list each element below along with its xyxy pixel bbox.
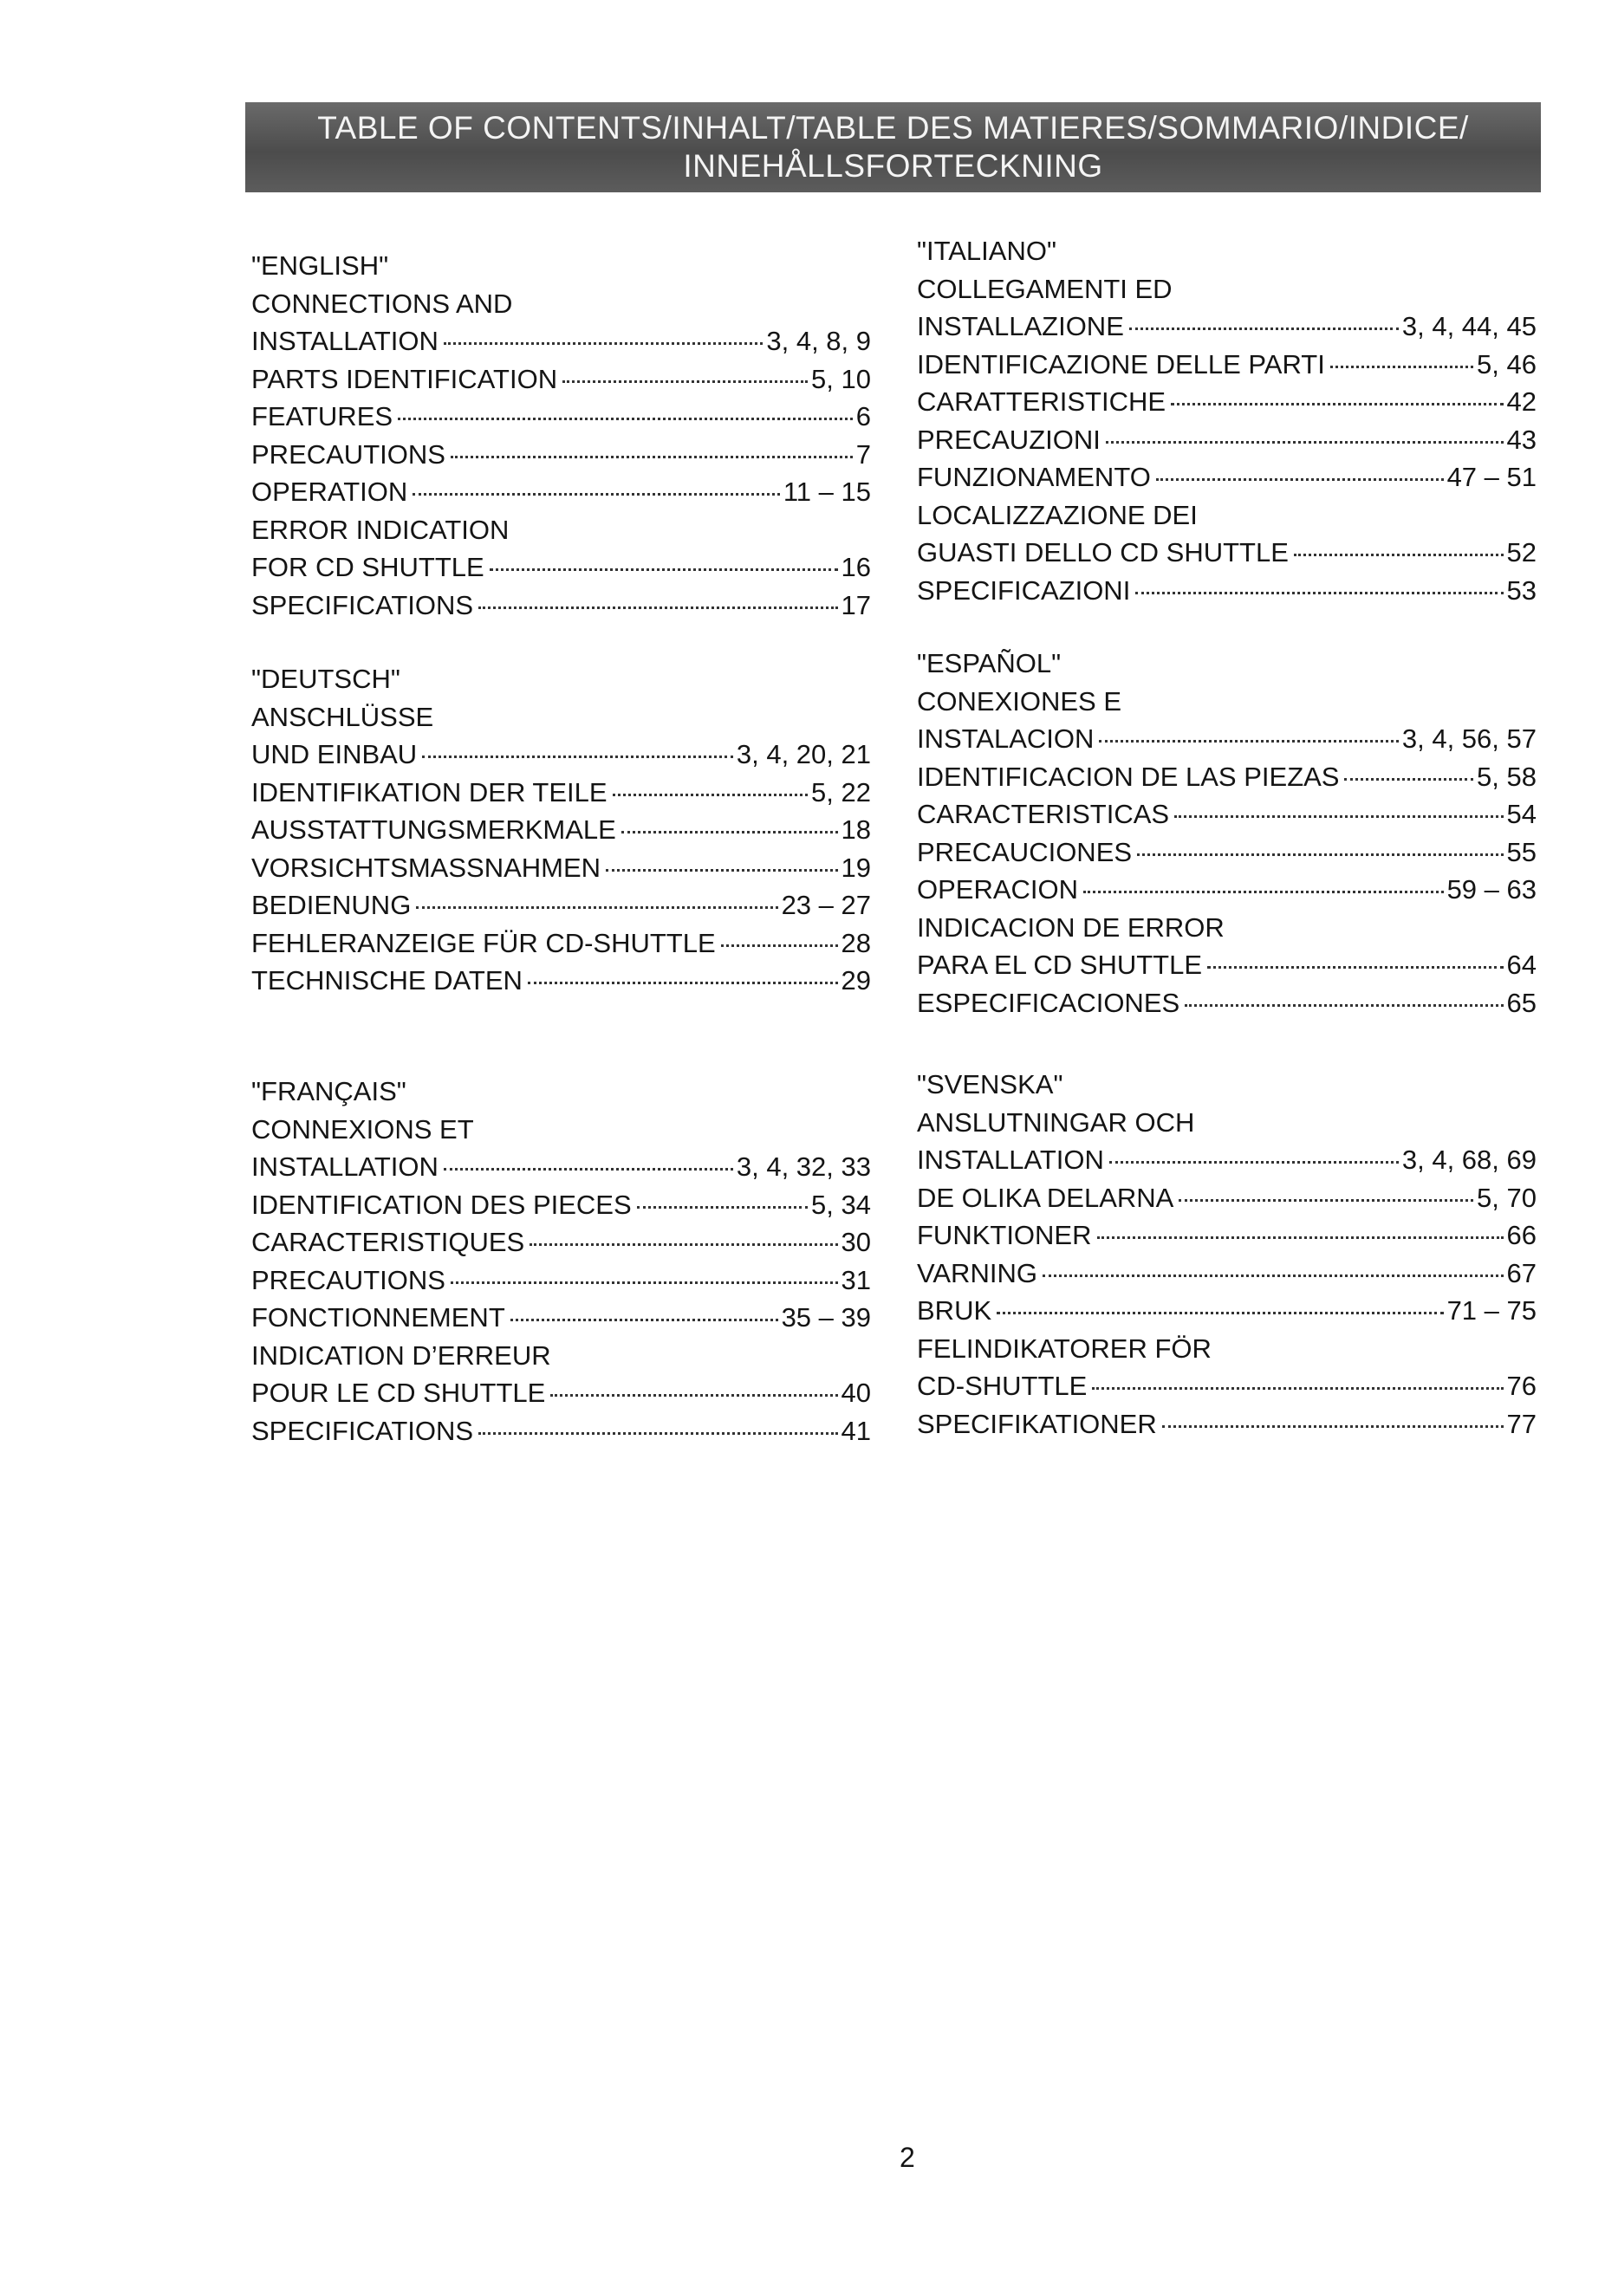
toc-entry-label: FUNZIONAMENTO bbox=[917, 462, 1151, 492]
toc-entry-pages: 23 – 27 bbox=[781, 890, 871, 920]
dot-leader bbox=[1207, 966, 1503, 969]
toc-entry-label: FEHLERANZEIGE FÜR CD-SHUTTLE bbox=[251, 927, 716, 958]
toc-entry-pages: 30 bbox=[841, 1227, 871, 1257]
toc-entry-label: FELINDIKATORER FÖR bbox=[917, 1333, 1212, 1364]
toc-title-line-1: TABLE OF CONTENTS/INHALT/TABLE DES MATIERES/SOMMARIO/INDICE/ bbox=[317, 110, 1469, 146]
toc-entry-pages: 11 – 15 bbox=[783, 477, 871, 507]
toc-entry-label: FOR CD SHUTTLE bbox=[251, 552, 484, 582]
toc-entry-label: PRECAUZIONI bbox=[917, 424, 1101, 455]
toc-entry bbox=[917, 909, 1537, 947]
toc-entry bbox=[251, 436, 871, 474]
toc-entry-pages: 67 bbox=[1506, 1257, 1537, 1288]
dot-leader bbox=[444, 342, 763, 345]
toc-entry-label: TECHNISCHE DATEN bbox=[251, 965, 523, 996]
section-title: "ENGLISH" bbox=[251, 250, 389, 281]
toc-entry bbox=[251, 924, 871, 963]
toc-entry bbox=[251, 962, 871, 1000]
toc-entry bbox=[251, 1223, 871, 1262]
section-title: "SVENSKA" bbox=[917, 1069, 1063, 1099]
dot-leader bbox=[398, 418, 853, 420]
dot-leader bbox=[478, 1432, 837, 1435]
toc-entry-label: PARTS IDENTIFICATION bbox=[251, 363, 558, 394]
toc-entry-pages: 3, 4, 20, 21 bbox=[736, 739, 871, 769]
section-title: "ITALIANO" bbox=[917, 236, 1056, 266]
toc-entry bbox=[917, 1216, 1537, 1255]
toc-entry-label: INSTALACION bbox=[917, 723, 1095, 754]
dot-leader bbox=[637, 1206, 808, 1209]
toc-entry-pages: 3, 4, 44, 45 bbox=[1401, 311, 1537, 341]
dot-leader bbox=[444, 1168, 733, 1171]
toc-entry-pages: 5, 22 bbox=[811, 776, 871, 807]
toc-entry-pages: 76 bbox=[1506, 1371, 1537, 1401]
dot-leader bbox=[1156, 478, 1444, 481]
dot-leader bbox=[613, 794, 809, 796]
toc-entry bbox=[917, 1104, 1537, 1142]
toc-entry-label: FUNKTIONER bbox=[917, 1220, 1092, 1250]
dot-leader bbox=[1174, 815, 1503, 818]
page-number: 2 bbox=[900, 2142, 915, 2173]
dot-leader bbox=[530, 1243, 837, 1246]
dot-leader bbox=[528, 982, 838, 984]
section-title: "ESPAÑOL" bbox=[917, 648, 1062, 678]
toc-entry bbox=[917, 683, 1537, 721]
toc-entry-pages: 31 bbox=[841, 1264, 871, 1295]
toc-entry bbox=[917, 871, 1537, 909]
toc-entry-label: INSTALLAZIONE bbox=[917, 311, 1124, 341]
toc-section-deutsch bbox=[251, 660, 871, 1000]
toc-entry-label: INDICACION DE ERROR bbox=[917, 911, 1225, 943]
toc-entry bbox=[917, 383, 1537, 421]
dot-leader bbox=[1137, 853, 1503, 856]
toc-entry-label: PRECAUTIONS bbox=[251, 1264, 445, 1295]
toc-section-svenska bbox=[917, 1066, 1537, 1443]
dot-leader bbox=[1106, 441, 1504, 444]
toc-title-banner bbox=[245, 102, 1541, 192]
toc-entry-label: ERROR INDICATION bbox=[251, 514, 510, 545]
toc-entry-pages: 40 bbox=[841, 1378, 871, 1408]
toc-entry bbox=[251, 886, 871, 924]
toc-entry bbox=[917, 1292, 1537, 1330]
toc-entry-pages: 53 bbox=[1506, 574, 1537, 606]
toc-entry-pages: 41 bbox=[841, 1415, 871, 1446]
toc-entry-label: IDENTIFICATION DES PIECES bbox=[251, 1189, 632, 1220]
toc-entry bbox=[251, 285, 871, 323]
toc-entry-label: OPERACION bbox=[917, 874, 1079, 905]
toc-entry-label: SPECIFIKATIONER bbox=[917, 1408, 1157, 1439]
toc-entry-label: PRECAUTIONS bbox=[251, 438, 445, 470]
toc-entry-pages: 71 – 75 bbox=[1446, 1295, 1537, 1326]
dot-leader bbox=[562, 380, 808, 383]
toc-entry-pages: 47 – 51 bbox=[1446, 462, 1537, 492]
toc-entry-label: CARACTERISTIQUES bbox=[251, 1227, 525, 1257]
dot-leader bbox=[1179, 1199, 1473, 1202]
toc-entry-pages: 5, 46 bbox=[1477, 348, 1537, 379]
toc-entry bbox=[917, 946, 1537, 984]
toc-entry-label: CARACTERISTICAS bbox=[917, 799, 1170, 829]
toc-entry-label: INSTALLATION bbox=[251, 326, 439, 356]
toc-entry-pages: 66 bbox=[1506, 1220, 1537, 1250]
toc-entry bbox=[917, 833, 1537, 872]
toc-section-espanol bbox=[917, 645, 1537, 1022]
dot-leader bbox=[1294, 554, 1504, 556]
toc-entry-pages: 55 bbox=[1506, 836, 1537, 867]
toc-entry-pages: 28 bbox=[841, 927, 871, 958]
dot-leader bbox=[1162, 1425, 1504, 1428]
toc-entry-pages: 5, 58 bbox=[1477, 761, 1537, 792]
toc-entry bbox=[251, 736, 871, 774]
dot-leader bbox=[621, 831, 838, 833]
toc-entry bbox=[917, 1367, 1537, 1405]
toc-entry-label: OPERATION bbox=[251, 477, 408, 507]
toc-entry-label: IDENTIFICAZIONE DELLE PARTI bbox=[917, 348, 1325, 379]
toc-entry-label: INSTALLATION bbox=[917, 1145, 1104, 1175]
toc-entry-label: COLLEGAMENTI ED bbox=[917, 273, 1173, 304]
toc-entry bbox=[251, 1186, 871, 1224]
toc-entry-label: LOCALIZZAZIONE DEI bbox=[917, 499, 1198, 530]
dot-leader bbox=[721, 944, 838, 947]
toc-entry-pages: 54 bbox=[1506, 799, 1537, 829]
dot-leader bbox=[416, 906, 777, 909]
toc-entry bbox=[251, 1148, 871, 1186]
toc-entry bbox=[917, 496, 1537, 535]
dot-leader bbox=[1344, 778, 1473, 781]
dot-leader bbox=[1330, 366, 1473, 368]
toc-entry bbox=[251, 1374, 871, 1412]
toc-entry-label: INSTALLATION bbox=[251, 1151, 439, 1182]
toc-entry-label: BRUK bbox=[917, 1295, 992, 1326]
dot-leader bbox=[1129, 328, 1399, 330]
toc-section-italiano bbox=[917, 232, 1537, 609]
toc-entry bbox=[251, 1262, 871, 1300]
toc-entry bbox=[917, 572, 1537, 610]
dot-leader bbox=[1043, 1274, 1504, 1277]
toc-entry-pages: 5, 34 bbox=[811, 1189, 871, 1220]
dot-leader bbox=[1185, 1004, 1503, 1007]
dot-leader bbox=[413, 493, 780, 496]
toc-title-line-2: INNEHÅLLSFORTECKNING bbox=[683, 148, 1103, 184]
toc-entry bbox=[251, 774, 871, 812]
toc-entry-label: POUR LE CD SHUTTLE bbox=[251, 1378, 546, 1408]
toc-entry bbox=[917, 458, 1537, 496]
toc-entry-pages: 35 – 39 bbox=[781, 1302, 871, 1333]
toc-entry-pages: 65 bbox=[1506, 987, 1537, 1018]
toc-entry-pages: 3, 4, 8, 9 bbox=[766, 326, 871, 356]
toc-entry-pages: 3, 4, 56, 57 bbox=[1401, 723, 1537, 754]
toc-entry bbox=[917, 758, 1537, 796]
section-title: "FRANÇAIS" bbox=[251, 1076, 406, 1106]
toc-entry-label: BEDIENUNG bbox=[251, 890, 412, 920]
toc-entry bbox=[251, 360, 871, 399]
toc-entry-label: CD-SHUTTLE bbox=[917, 1371, 1088, 1401]
toc-entry-label: DE OLIKA DELARNA bbox=[917, 1182, 1174, 1213]
toc-entry bbox=[917, 346, 1537, 384]
toc-entry bbox=[917, 1405, 1537, 1443]
toc-entry bbox=[251, 1337, 871, 1375]
toc-entry bbox=[917, 795, 1537, 833]
toc-entry bbox=[917, 1141, 1537, 1179]
toc-entry-pages: 3, 4, 68, 69 bbox=[1401, 1145, 1537, 1175]
toc-entry bbox=[917, 720, 1537, 758]
toc-entry-pages: 6 bbox=[855, 401, 871, 431]
dot-leader bbox=[1109, 1161, 1399, 1164]
dot-leader bbox=[1092, 1387, 1503, 1390]
toc-entry-label: IDENTIFIKATION DER TEILE bbox=[251, 776, 608, 807]
dot-leader bbox=[606, 869, 837, 872]
dot-leader bbox=[997, 1312, 1443, 1314]
toc-entry-pages: 18 bbox=[841, 814, 871, 845]
toc-entry-pages: 5, 10 bbox=[811, 363, 871, 394]
toc-entry bbox=[917, 308, 1537, 346]
toc-entry-label: VORSICHTSMASSNAHMEN bbox=[251, 852, 601, 883]
toc-entry bbox=[251, 548, 871, 587]
toc-entry bbox=[251, 811, 871, 849]
toc-entry-label: CARATTERISTICHE bbox=[917, 386, 1166, 417]
toc-entry bbox=[917, 534, 1537, 572]
section-title: "DEUTSCH" bbox=[251, 664, 400, 694]
toc-entry bbox=[251, 322, 871, 360]
dot-leader bbox=[510, 1319, 778, 1321]
toc-entry-label: UND EINBAU bbox=[251, 739, 418, 769]
toc-entry bbox=[251, 1111, 871, 1149]
toc-entry-pages: 52 bbox=[1506, 537, 1537, 568]
dot-leader bbox=[451, 456, 853, 458]
toc-entry-label: IDENTIFICACION DE LAS PIEZAS bbox=[917, 761, 1340, 792]
dot-leader bbox=[1097, 1236, 1504, 1239]
dot-leader bbox=[1171, 403, 1503, 405]
toc-entry-pages: 64 bbox=[1506, 950, 1537, 980]
toc-entry bbox=[251, 587, 871, 625]
toc-entry-pages: 7 bbox=[855, 438, 871, 470]
toc-entry bbox=[251, 1299, 871, 1337]
toc-entry-pages: 43 bbox=[1506, 424, 1537, 455]
toc-entry-label: SPECIFICATIONS bbox=[251, 589, 474, 620]
toc-entry-pages: 42 bbox=[1506, 386, 1537, 417]
toc-entry bbox=[917, 1179, 1537, 1217]
toc-entry bbox=[917, 1330, 1537, 1368]
toc-entry bbox=[917, 1255, 1537, 1293]
toc-entry-pages: 17 bbox=[841, 589, 871, 620]
toc-entry-pages: 19 bbox=[841, 852, 871, 883]
dot-leader bbox=[1099, 740, 1398, 743]
toc-entry bbox=[917, 421, 1537, 459]
toc-entry-pages: 16 bbox=[841, 552, 871, 582]
toc-section-francais bbox=[251, 1073, 871, 1450]
dot-leader bbox=[1135, 592, 1503, 594]
toc-entry-pages: 59 – 63 bbox=[1446, 874, 1537, 905]
dot-leader bbox=[550, 1394, 837, 1397]
toc-entry-label: ESPECIFICACIONES bbox=[917, 987, 1180, 1018]
toc-entry-label: ANSLUTNINGAR OCH bbox=[917, 1106, 1195, 1138]
toc-entry-pages: 77 bbox=[1506, 1408, 1537, 1439]
dot-leader bbox=[451, 1281, 838, 1284]
toc-entry-label: PRECAUCIONES bbox=[917, 836, 1133, 867]
toc-entry-label: SPECIFICATIONS bbox=[251, 1415, 474, 1446]
toc-entry-label: SPECIFICAZIONI bbox=[917, 574, 1131, 606]
toc-entry bbox=[917, 270, 1537, 308]
toc-entry-label: FONCTIONNEMENT bbox=[251, 1302, 505, 1333]
dot-leader bbox=[1083, 891, 1444, 893]
toc-entry-label: INDICATION D’ERREUR bbox=[251, 1339, 551, 1371]
dot-leader bbox=[490, 568, 838, 571]
toc-entry bbox=[251, 1412, 871, 1450]
toc-entry bbox=[251, 849, 871, 887]
toc-entry-label: ANSCHLÜSSE bbox=[251, 701, 434, 732]
toc-entry-label: CONNEXIONS ET bbox=[251, 1113, 474, 1145]
toc-entry-label: PARA EL CD SHUTTLE bbox=[917, 950, 1203, 980]
toc-entry bbox=[251, 473, 871, 511]
toc-entry-label: CONNECTIONS AND bbox=[251, 288, 513, 319]
toc-entry-pages: 3, 4, 32, 33 bbox=[736, 1151, 871, 1182]
toc-entry-label: CONEXIONES E bbox=[917, 685, 1121, 717]
toc-entry-label: FEATURES bbox=[251, 401, 393, 431]
toc-entry-pages: 5, 70 bbox=[1477, 1182, 1537, 1213]
toc-entry-pages: 29 bbox=[841, 965, 871, 996]
toc-section-english bbox=[251, 247, 871, 624]
dot-leader bbox=[478, 606, 837, 609]
toc-entry bbox=[251, 398, 871, 436]
toc-entry bbox=[251, 698, 871, 736]
toc-entry-label: GUASTI DELLO CD SHUTTLE bbox=[917, 537, 1289, 568]
toc-entry bbox=[251, 511, 871, 549]
toc-entry-label: VARNING bbox=[917, 1257, 1037, 1288]
toc-entry-label: AUSSTATTUNGSMERKMALE bbox=[251, 814, 616, 845]
dot-leader bbox=[422, 756, 733, 758]
toc-entry bbox=[917, 984, 1537, 1022]
